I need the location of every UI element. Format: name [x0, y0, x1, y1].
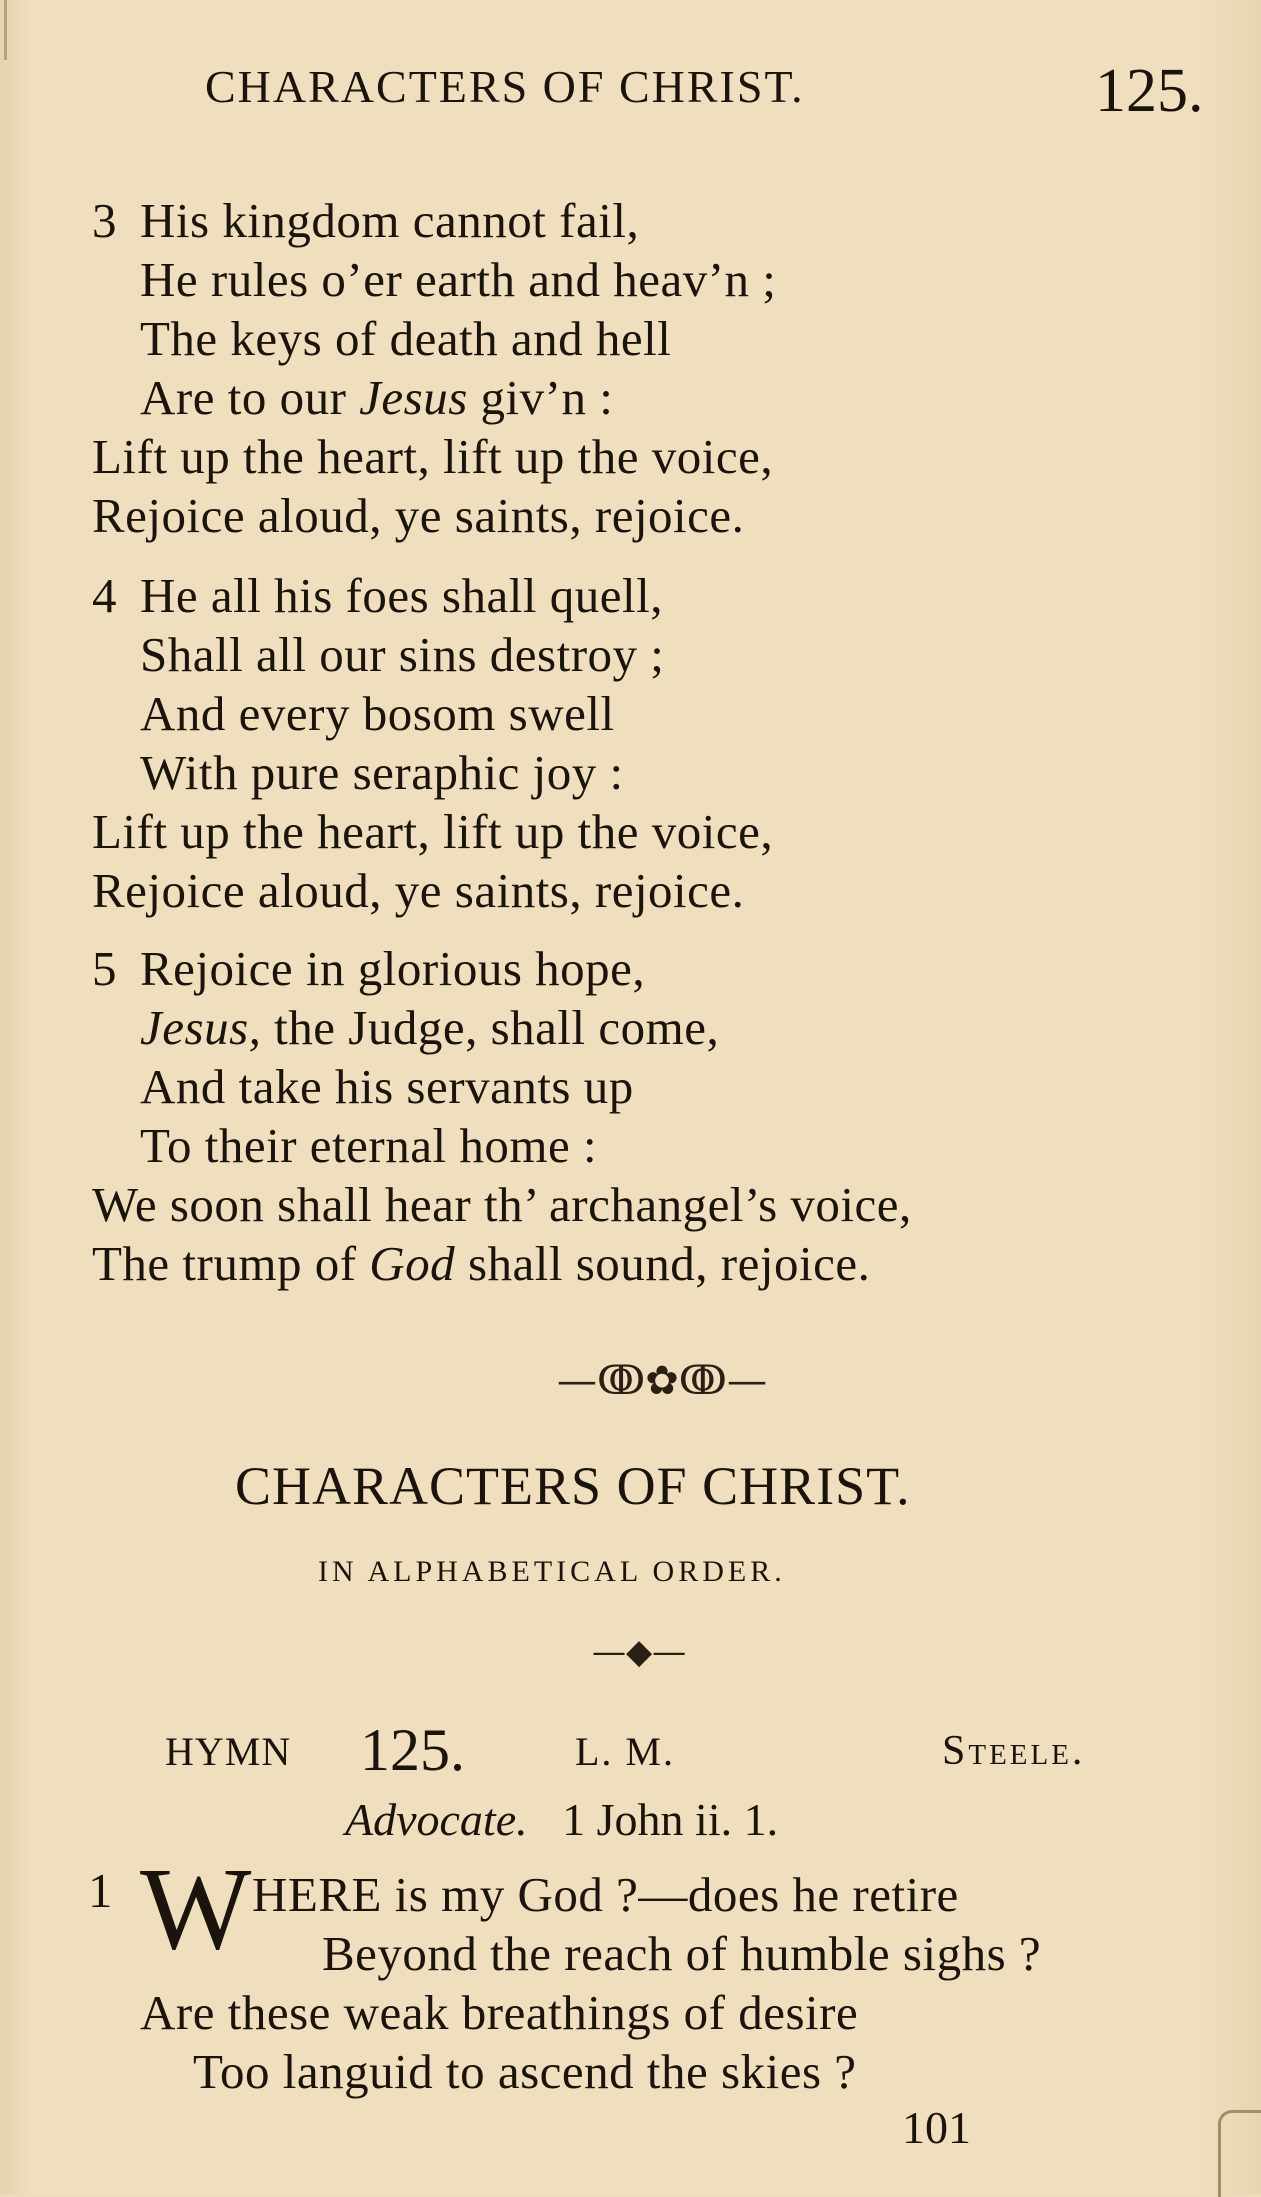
- stanza-3-line-3: The keys of death and hell: [140, 311, 672, 366]
- stanza-4-refrain-1: Lift up the heart, lift up the voice,: [92, 804, 774, 859]
- stanza-4-line-3: And every bosom swell: [140, 686, 615, 741]
- stanza-5-line-1: 5 Rejoice in glorious hope,: [92, 941, 646, 996]
- stanza-3-line-4: Are to our Jesus giv’n :: [140, 370, 614, 425]
- stanza-number: 4: [92, 568, 117, 623]
- drop-cap: W: [140, 1843, 252, 1974]
- hymn-subject: Advocate. 1 John ii. 1.: [345, 1794, 779, 1845]
- page-corner: [1218, 2110, 1261, 2197]
- running-head: CHARACTERS OF CHRIST.: [205, 61, 805, 112]
- small-ornament-icon: —◆—: [592, 1632, 687, 1672]
- stanza-4-refrain-2: Rejoice aloud, ye saints, rejoice.: [92, 863, 745, 918]
- hymn-line-2: Beyond the reach of humble sighs ?: [322, 1926, 1042, 1981]
- stanza-number: 3: [92, 193, 117, 248]
- stanza-4-line-4: With pure seraphic joy :: [140, 745, 624, 800]
- stanza-number: 5: [92, 941, 117, 996]
- italic-name: God: [369, 1236, 456, 1291]
- stanza-3-line-2: He rules o’er earth and heav’n ;: [140, 252, 777, 307]
- stanza-5-line-2: Jesus, the Judge, shall come,: [140, 1000, 720, 1055]
- hymn-line-1: HERE is my God ?—does he retire: [252, 1867, 959, 1922]
- hymn-verse-number: 1: [88, 1863, 113, 1918]
- italic-name: Jesus,: [140, 1000, 262, 1055]
- hymn-label: HYMN: [165, 1729, 292, 1774]
- hymn-meter: L. M.: [575, 1729, 675, 1774]
- hymn-line-3: Are these weak breathings of desire: [140, 1985, 859, 2040]
- stanza-5-refrain-2: The trump of God shall sound, rejoice.: [92, 1236, 871, 1291]
- stanza-3-refrain-2: Rejoice aloud, ye saints, rejoice.: [92, 488, 745, 543]
- stanza-5-line-4: To their eternal home :: [140, 1118, 598, 1173]
- section-title: CHARACTERS OF CHRIST.: [235, 1456, 911, 1516]
- hymn-number: 125.: [360, 1717, 465, 1783]
- hymn-line-4: Too languid to ascend the skies ?: [193, 2044, 857, 2099]
- page-edge: [4, 0, 7, 60]
- section-subtitle: IN ALPHABETICAL ORDER.: [318, 1555, 786, 1588]
- ornament-divider-icon: —ↂ✿ↂ—: [557, 1358, 767, 1404]
- page-number: 125.: [1095, 57, 1204, 125]
- hymn-author: Steele.: [942, 1728, 1086, 1774]
- stanza-3-refrain-1: Lift up the heart, lift up the voice,: [92, 429, 774, 484]
- stanza-4-line-1: 4 He all his foes shall quell,: [92, 568, 663, 623]
- italic-name: Jesus: [359, 370, 468, 425]
- signature-mark: 101: [902, 2102, 971, 2153]
- stanza-5-refrain-1: We soon shall hear th’ archangel’s voice,: [92, 1177, 912, 1232]
- stanza-5-line-3: And take his servants up: [140, 1059, 634, 1114]
- stanza-4-line-2: Shall all our sins destroy ;: [140, 627, 665, 682]
- stanza-3-line-1: 3 His kingdom cannot fail,: [92, 193, 640, 248]
